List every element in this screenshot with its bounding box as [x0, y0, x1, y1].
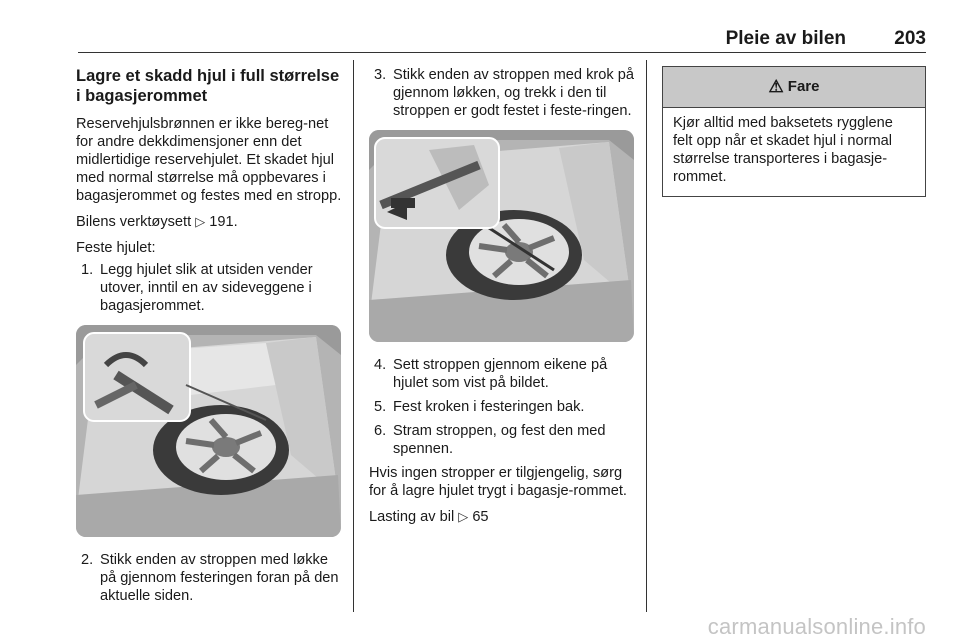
intro-paragraph: Reservehjulsbrønnen er ikke bereg-net for andre dekkdimensjoner enn det midlertidige reservehjulet. Et skadet hjul med normal størrelse må oppbevares i bagasjerommet og festes med en stropp. — [76, 116, 342, 204]
step-text: Fest kroken i festeringen bak. — [393, 399, 585, 415]
warning-header — [663, 67, 925, 108]
toolkit-text: Bilens verktøysett — [76, 214, 192, 230]
illustration-wheel-strap-front — [76, 325, 341, 537]
step-text: Stikk enden av stroppen med krok på gjennom løkken, og trekk i den til stroppen er godt festet i feste-ringen. — [393, 67, 634, 119]
step-number: 5. — [374, 399, 387, 415]
danger-warning-box — [662, 66, 926, 197]
fasten-intro: Feste hjulet: — [76, 240, 156, 256]
step-number: 6. — [374, 423, 387, 439]
step-text: Stikk enden av stroppen med løkke på gjennom festeringen foran på den aktuelle siden. — [100, 552, 339, 604]
step-number: 3. — [374, 67, 387, 83]
page-header — [78, 28, 926, 48]
step-text: Sett stroppen gjennom eikene på hjulet som vist på bildet. — [393, 357, 608, 391]
loading-text: Lasting av bil — [369, 509, 455, 525]
toolkit-page-link[interactable]: 191. — [209, 214, 238, 230]
step-number: 4. — [374, 357, 387, 373]
list-item — [369, 398, 634, 416]
column-middle — [369, 66, 634, 534]
steps-list — [76, 551, 342, 605]
section-title: Pleie av bilen — [725, 28, 846, 49]
loading-page-link[interactable]: 65 — [472, 509, 489, 525]
illustration-wheel-strap-hook — [369, 130, 634, 342]
column-right — [662, 66, 926, 197]
no-straps-paragraph: Hvis ingen stropper er tilgjengelig, sørg for å lagre hjulet trygt i bagasje-rommet. — [369, 465, 627, 499]
list-item — [76, 551, 342, 605]
column-left — [76, 66, 342, 611]
list-item — [369, 66, 634, 120]
loading-crossref — [369, 508, 634, 526]
header-rule — [78, 52, 926, 53]
column-divider — [353, 60, 354, 612]
steps-list — [76, 261, 342, 315]
list-item — [369, 422, 634, 458]
warning-triangle-icon: ⚠ — [768, 77, 784, 96]
toolkit-crossref — [76, 213, 342, 231]
list-item — [76, 261, 342, 315]
step-text: Legg hjulet slik at utsiden vender utover, inntil en av sideveggene i bagasjerommet. — [100, 262, 313, 314]
step-text: Stram stroppen, og fest den med spennen. — [393, 423, 606, 457]
steps-list — [369, 66, 634, 120]
warning-text: Kjør alltid med baksetets rygglene felt opp når et skadet hjul i normal størrelse transporteres i bagasje-rommet. — [673, 115, 893, 185]
page-reference-icon: ▷ — [195, 214, 206, 229]
warning-title: Fare — [787, 78, 820, 95]
steps-list — [369, 356, 634, 458]
page-reference-icon: ▷ — [458, 509, 469, 524]
step-number: 2. — [81, 552, 94, 568]
step-number: 1. — [81, 262, 94, 278]
column-divider — [646, 60, 647, 612]
footer-watermark: carmanualsonline.info — [707, 614, 926, 639]
list-item — [369, 356, 634, 392]
subsection-heading: Lagre et skadd hjul i full størrelse i bagasjerommet — [76, 67, 340, 105]
page-number: 203 — [894, 28, 926, 49]
